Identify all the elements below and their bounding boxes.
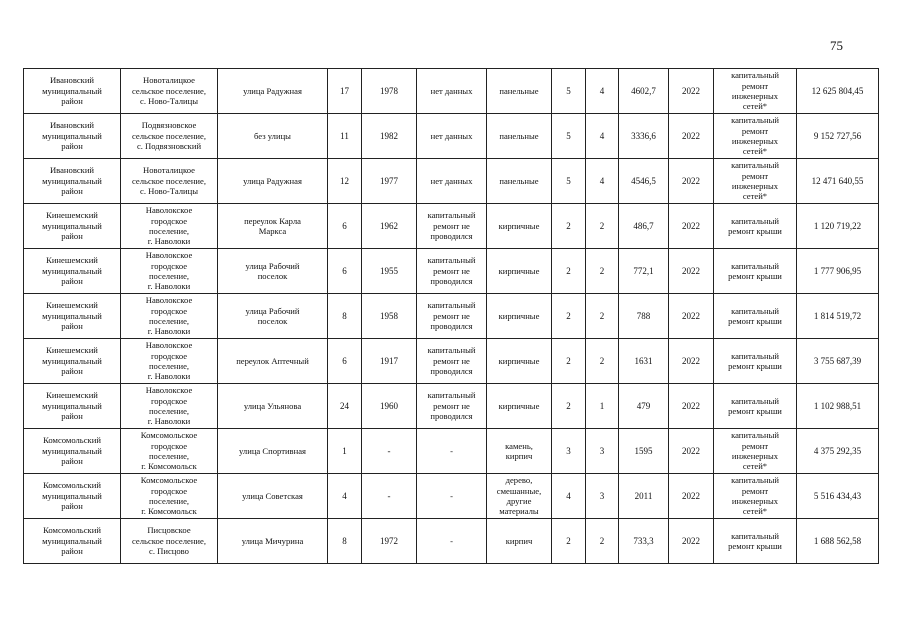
last-repair-cell: нет данных [417, 114, 487, 159]
last-repair-cell: нет данных [417, 159, 487, 204]
district-cell: Кинешемский муниципальный район [24, 249, 121, 294]
street-cell: улица Советская [218, 474, 328, 519]
plan-year-cell: 2022 [669, 249, 714, 294]
floors-cell: 5 [552, 69, 586, 114]
wall-material-cell: панельные [487, 114, 552, 159]
area-cell: 772,1 [619, 249, 669, 294]
area-cell: 4602,7 [619, 69, 669, 114]
entrances-cell: 3 [586, 474, 619, 519]
entrances-cell: 1 [586, 384, 619, 429]
entrances-cell: 4 [586, 159, 619, 204]
settlement-cell: Наволокское городское поселение, г. Наволоки [121, 294, 218, 339]
build-year-cell: - [362, 429, 417, 474]
build-year-cell: 1977 [362, 159, 417, 204]
settlement-cell: Наволокское городское поселение, г. Наволоки [121, 339, 218, 384]
floors-cell: 2 [552, 384, 586, 429]
floors-cell: 2 [552, 339, 586, 384]
district-cell: Кинешемский муниципальный район [24, 204, 121, 249]
last-repair-cell: капитальный ремонт не проводился [417, 294, 487, 339]
house-number-cell: 12 [328, 159, 362, 204]
work-type-cell: капитальный ремонт крыши [714, 249, 797, 294]
area-cell: 479 [619, 384, 669, 429]
area-cell: 4546,5 [619, 159, 669, 204]
build-year-cell: 1962 [362, 204, 417, 249]
district-cell: Ивановский муниципальный район [24, 114, 121, 159]
street-cell: улица Спортивная [218, 429, 328, 474]
table-row [24, 69, 879, 114]
work-type-cell: капитальный ремонт крыши [714, 384, 797, 429]
floors-cell: 3 [552, 429, 586, 474]
work-type-cell: капитальный ремонт инженерных сетей* [714, 429, 797, 474]
area-cell: 3336,6 [619, 114, 669, 159]
work-type-cell: капитальный ремонт крыши [714, 294, 797, 339]
build-year-cell: 1972 [362, 519, 417, 564]
wall-material-cell: кирпичные [487, 384, 552, 429]
entrances-cell: 2 [586, 519, 619, 564]
housing-repair-table [23, 68, 879, 564]
work-type-cell: капитальный ремонт инженерных сетей* [714, 159, 797, 204]
street-cell: без улицы [218, 114, 328, 159]
house-number-cell: 6 [328, 339, 362, 384]
last-repair-cell: - [417, 474, 487, 519]
plan-year-cell: 2022 [669, 69, 714, 114]
wall-material-cell: дерево, смешанные, другие материалы [487, 474, 552, 519]
settlement-cell: Комсомольское городское поселение, г. Комсомольск [121, 429, 218, 474]
plan-year-cell: 2022 [669, 204, 714, 249]
cost-cell: 9 152 727,56 [797, 114, 879, 159]
street-cell: переулок Карла Маркса [218, 204, 328, 249]
table-row [24, 429, 879, 474]
work-type-cell: капитальный ремонт крыши [714, 519, 797, 564]
cost-cell: 3 755 687,39 [797, 339, 879, 384]
house-number-cell: 6 [328, 249, 362, 294]
entrances-cell: 4 [586, 114, 619, 159]
entrances-cell: 2 [586, 249, 619, 294]
wall-material-cell: кирпич [487, 519, 552, 564]
street-cell: переулок Аптечный [218, 339, 328, 384]
house-number-cell: 6 [328, 204, 362, 249]
district-cell: Кинешемский муниципальный район [24, 339, 121, 384]
wall-material-cell: кирпичные [487, 294, 552, 339]
table-row [24, 519, 879, 564]
plan-year-cell: 2022 [669, 114, 714, 159]
wall-material-cell: кирпичные [487, 204, 552, 249]
district-cell: Ивановский муниципальный район [24, 159, 121, 204]
wall-material-cell: панельные [487, 159, 552, 204]
build-year-cell: 1958 [362, 294, 417, 339]
street-cell: улица Рабочий поселок [218, 249, 328, 294]
settlement-cell: Новоталицкое сельское поселение, с. Ново-Талицы [121, 159, 218, 204]
table-row [24, 249, 879, 294]
entrances-cell: 4 [586, 69, 619, 114]
street-cell: улица Ульянова [218, 384, 328, 429]
house-number-cell: 4 [328, 474, 362, 519]
settlement-cell: Комсомольское городское поселение, г. Комсомольск [121, 474, 218, 519]
table-row [24, 204, 879, 249]
table-row [24, 114, 879, 159]
plan-year-cell: 2022 [669, 429, 714, 474]
entrances-cell: 3 [586, 429, 619, 474]
last-repair-cell: - [417, 519, 487, 564]
street-cell: улица Радужная [218, 69, 328, 114]
build-year-cell: 1917 [362, 339, 417, 384]
floors-cell: 2 [552, 204, 586, 249]
wall-material-cell: камень, кирпич [487, 429, 552, 474]
settlement-cell: Писцовское сельское поселение, с. Писцово [121, 519, 218, 564]
cost-cell: 1 102 988,51 [797, 384, 879, 429]
work-type-cell: капитальный ремонт крыши [714, 339, 797, 384]
last-repair-cell: капитальный ремонт не проводился [417, 204, 487, 249]
house-number-cell: 1 [328, 429, 362, 474]
build-year-cell: 1978 [362, 69, 417, 114]
area-cell: 2011 [619, 474, 669, 519]
build-year-cell: 1955 [362, 249, 417, 294]
work-type-cell: капитальный ремонт инженерных сетей* [714, 114, 797, 159]
house-number-cell: 11 [328, 114, 362, 159]
floors-cell: 5 [552, 159, 586, 204]
cost-cell: 4 375 292,35 [797, 429, 879, 474]
district-cell: Комсомольский муниципальный район [24, 474, 121, 519]
floors-cell: 2 [552, 249, 586, 294]
street-cell: улица Радужная [218, 159, 328, 204]
floors-cell: 2 [552, 294, 586, 339]
table-row [24, 474, 879, 519]
cost-cell: 1 777 906,95 [797, 249, 879, 294]
settlement-cell: Наволокское городское поселение, г. Наволоки [121, 384, 218, 429]
wall-material-cell: кирпичные [487, 249, 552, 294]
last-repair-cell: - [417, 429, 487, 474]
plan-year-cell: 2022 [669, 159, 714, 204]
street-cell: улица Рабочий поселок [218, 294, 328, 339]
table-row [24, 294, 879, 339]
work-type-cell: капитальный ремонт инженерных сетей* [714, 69, 797, 114]
last-repair-cell: капитальный ремонт не проводился [417, 339, 487, 384]
cost-cell: 5 516 434,43 [797, 474, 879, 519]
cost-cell: 12 471 640,55 [797, 159, 879, 204]
area-cell: 788 [619, 294, 669, 339]
area-cell: 1595 [619, 429, 669, 474]
cost-cell: 1 120 719,22 [797, 204, 879, 249]
floors-cell: 4 [552, 474, 586, 519]
house-number-cell: 8 [328, 519, 362, 564]
entrances-cell: 2 [586, 294, 619, 339]
work-type-cell: капитальный ремонт крыши [714, 204, 797, 249]
last-repair-cell: нет данных [417, 69, 487, 114]
district-cell: Ивановский муниципальный район [24, 69, 121, 114]
settlement-cell: Новоталицкое сельское поселение, с. Ново-Талицы [121, 69, 218, 114]
build-year-cell: - [362, 474, 417, 519]
entrances-cell: 2 [586, 204, 619, 249]
plan-year-cell: 2022 [669, 519, 714, 564]
plan-year-cell: 2022 [669, 294, 714, 339]
floors-cell: 2 [552, 519, 586, 564]
cost-cell: 12 625 804,45 [797, 69, 879, 114]
wall-material-cell: кирпичные [487, 339, 552, 384]
settlement-cell: Наволокское городское поселение, г. Наволоки [121, 204, 218, 249]
build-year-cell: 1960 [362, 384, 417, 429]
last-repair-cell: капитальный ремонт не проводился [417, 249, 487, 294]
plan-year-cell: 2022 [669, 474, 714, 519]
district-cell: Кинешемский муниципальный район [24, 294, 121, 339]
last-repair-cell: капитальный ремонт не проводился [417, 384, 487, 429]
table-row [24, 159, 879, 204]
build-year-cell: 1982 [362, 114, 417, 159]
house-number-cell: 8 [328, 294, 362, 339]
area-cell: 1631 [619, 339, 669, 384]
table-row [24, 339, 879, 384]
house-number-cell: 24 [328, 384, 362, 429]
table-row [24, 384, 879, 429]
area-cell: 486,7 [619, 204, 669, 249]
cost-cell: 1 688 562,58 [797, 519, 879, 564]
cost-cell: 1 814 519,72 [797, 294, 879, 339]
street-cell: улица Мичурина [218, 519, 328, 564]
district-cell: Комсомольский муниципальный район [24, 519, 121, 564]
house-number-cell: 17 [328, 69, 362, 114]
settlement-cell: Наволокское городское поселение, г. Наволоки [121, 249, 218, 294]
floors-cell: 5 [552, 114, 586, 159]
settlement-cell: Подвязновское сельское поселение, с. Подвязновский [121, 114, 218, 159]
area-cell: 733,3 [619, 519, 669, 564]
work-type-cell: капитальный ремонт инженерных сетей* [714, 474, 797, 519]
plan-year-cell: 2022 [669, 384, 714, 429]
plan-year-cell: 2022 [669, 339, 714, 384]
page-number: 75 [830, 38, 843, 53]
district-cell: Кинешемский муниципальный район [24, 384, 121, 429]
wall-material-cell: панельные [487, 69, 552, 114]
entrances-cell: 2 [586, 339, 619, 384]
district-cell: Комсомольский муниципальный район [24, 429, 121, 474]
